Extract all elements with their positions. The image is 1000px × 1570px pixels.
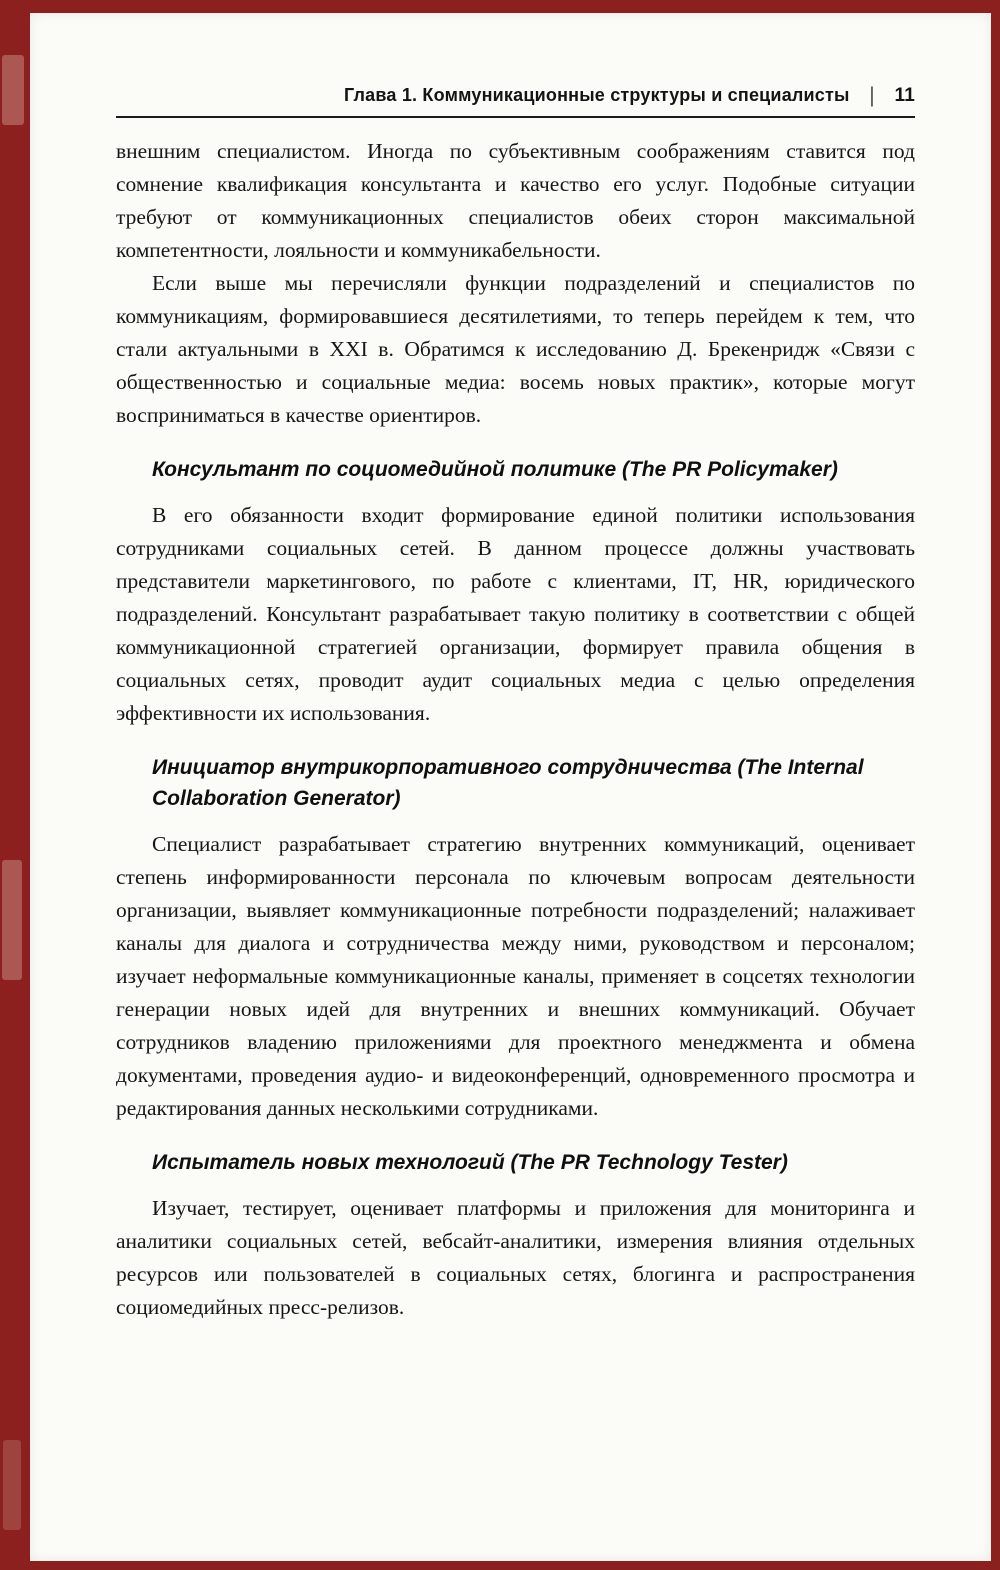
scan-edge-artifact <box>2 55 24 125</box>
running-header <box>116 82 915 107</box>
scan-edge-artifact <box>3 1440 21 1530</box>
running-header-separator: | <box>869 82 875 107</box>
body-paragraph: Изучает, тестирует, оценивает платформы и приложения для мониторинга и аналитики социальных сетей, вебсайт-аналитики, измерения влияния отдельных ресурсов или пользователей в социальных сетях, блогинга и распространения социомедийных пресс-релизов. <box>116 1196 915 1319</box>
body-paragraph: внешним специалистом. Иногда по субъективным соображениям ставится под сомнение квалификация консультанта и качество его услуг. Подобные ситуации требуют от коммуникационных специалистов обеих сторон максимальной компетентности, лояльности и коммуникабельности. <box>116 139 915 262</box>
body-paragraph: Если выше мы перечисляли функции подразделений и специалистов по коммуникациям, формировавшиеся десятилетиями, то теперь перейдем к тем, что стали актуальными в XXI в. Обратимся к исследованию Д. Брекенридж «Связи с общественностью и социальные медиа: восемь новых практик», которые могут восприниматься в качестве ориентиров. <box>116 271 915 427</box>
body-paragraph: В его обязанности входит формирование единой политики использования сотрудниками социальных сетей. В данном процессе должны участвовать представители маркетингового, по работе с клиентами, IT, HR, юридического подразделений. Консультант разрабатывает такую политику в соответствии с общей коммуникационной стратегией организации, формирует правила общения в социальных сетях, проводит аудит социальных медиа с целью определения эффективности их использования. <box>116 503 915 725</box>
section-heading: Консультант по социомедийной политике (The PR Policymaker) <box>152 458 838 481</box>
body-paragraph: Специалист разрабатывает стратегию внутренних коммуникаций, оценивает степень информированности персонала по ключевым вопросам деятельности организации, выявляет коммуникационные потребности подразделений; налаживает каналы для диалога и сотрудничества между ними, руководством и персоналом; изучает неформальные коммуникационные каналы, применяет в соцсетях технологии генерации новых идей для внутренних и внешних коммуникаций. Обучает сотрудников владению приложениями для проектного менеджмента и обмена документами, проведения аудио- и видеоконференций, одновременного просмотра и редактирования данных несколькими сотрудниками. <box>116 832 915 1120</box>
scan-edge-artifact <box>2 860 22 980</box>
header-rule <box>116 116 915 118</box>
page-number: 11 <box>894 85 915 106</box>
section-heading: Инициатор внутрикорпоративного сотрудничества (The Internal Collaboration Generator) <box>152 756 864 810</box>
running-header-chapter: Глава 1. Коммуникационные структуры и специалисты <box>344 85 850 105</box>
page-content <box>116 13 915 1324</box>
book-page <box>30 13 991 1561</box>
section-heading: Испытатель новых технологий (The PR Technology Tester) <box>152 1151 788 1174</box>
body-text <box>116 135 915 1324</box>
